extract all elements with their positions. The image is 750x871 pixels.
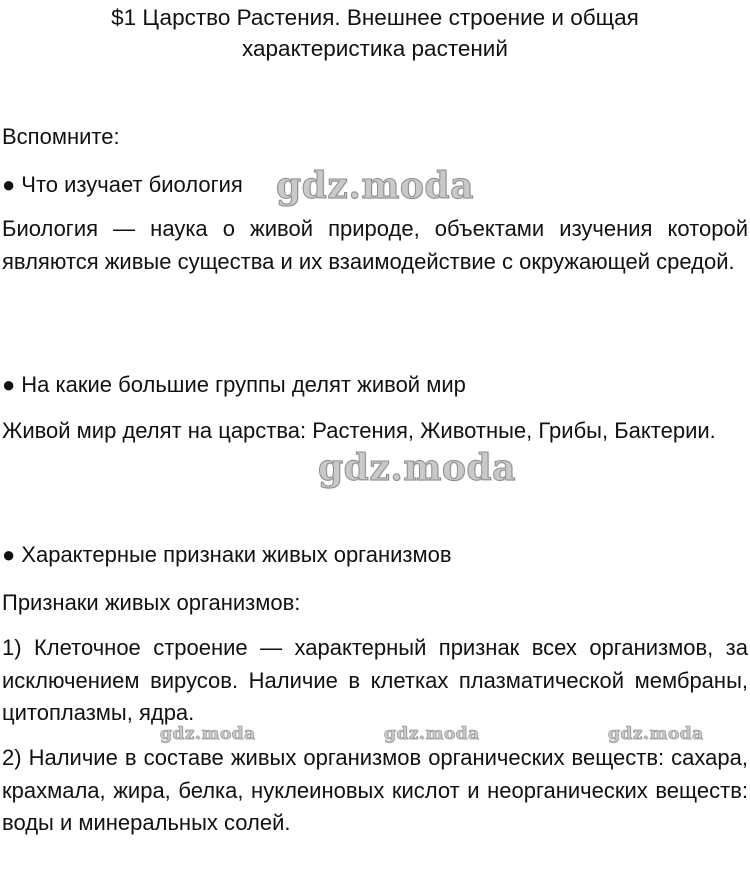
question-2 [2, 370, 466, 400]
question-3 [2, 540, 452, 570]
recall-heading: Вспомните: [2, 124, 120, 149]
bullet-icon: ● [2, 172, 16, 197]
watermark-logo: gdz.moda [276, 165, 474, 207]
answer-2: Живой мир делят на царства: Растения, Животные, Грибы, Бактерии. [2, 418, 716, 443]
question-3-text: Характерные признаки живых организмов [21, 542, 452, 567]
watermark-logo: gdz.moda [318, 447, 516, 489]
answer-3-intro: Признаки живых организмов: [2, 590, 301, 615]
question-1 [2, 170, 243, 200]
page-title [0, 2, 750, 64]
question-1-text: Что изучает биология [21, 172, 243, 197]
answer-3-item-1: 1) Клеточное строение — характерный признак всех организмов, за исключением вирусов. Наличие в клетках плазматической мембраны, цитоплазмы, ядра. [2, 635, 748, 725]
answer-3-item-2: 2) Наличие в составе живых организмов органических веществ: сахара, крахмала, жира, белка, нуклеиновых кислот и неорганических веществ: воды и минеральных солей. [2, 745, 748, 835]
question-2-text: На какие большие группы делят живой мир [21, 372, 466, 397]
bullet-icon: ● [2, 372, 16, 397]
watermark-logo: gdz.moda [160, 724, 256, 744]
answer-1: Биология — наука о живой природе, объектами изучения которой являются живые существа и их взаимодействие с окружающей средой. [2, 216, 748, 274]
watermark-logo: gdz.moda [384, 724, 480, 744]
bullet-icon: ● [2, 542, 16, 567]
page-title-line-1: $1 Царство Растения. Внешнее строение и общая [111, 5, 639, 30]
page-title-line-2: характеристика растений [242, 36, 508, 61]
watermark-logo: gdz.moda [608, 724, 704, 744]
